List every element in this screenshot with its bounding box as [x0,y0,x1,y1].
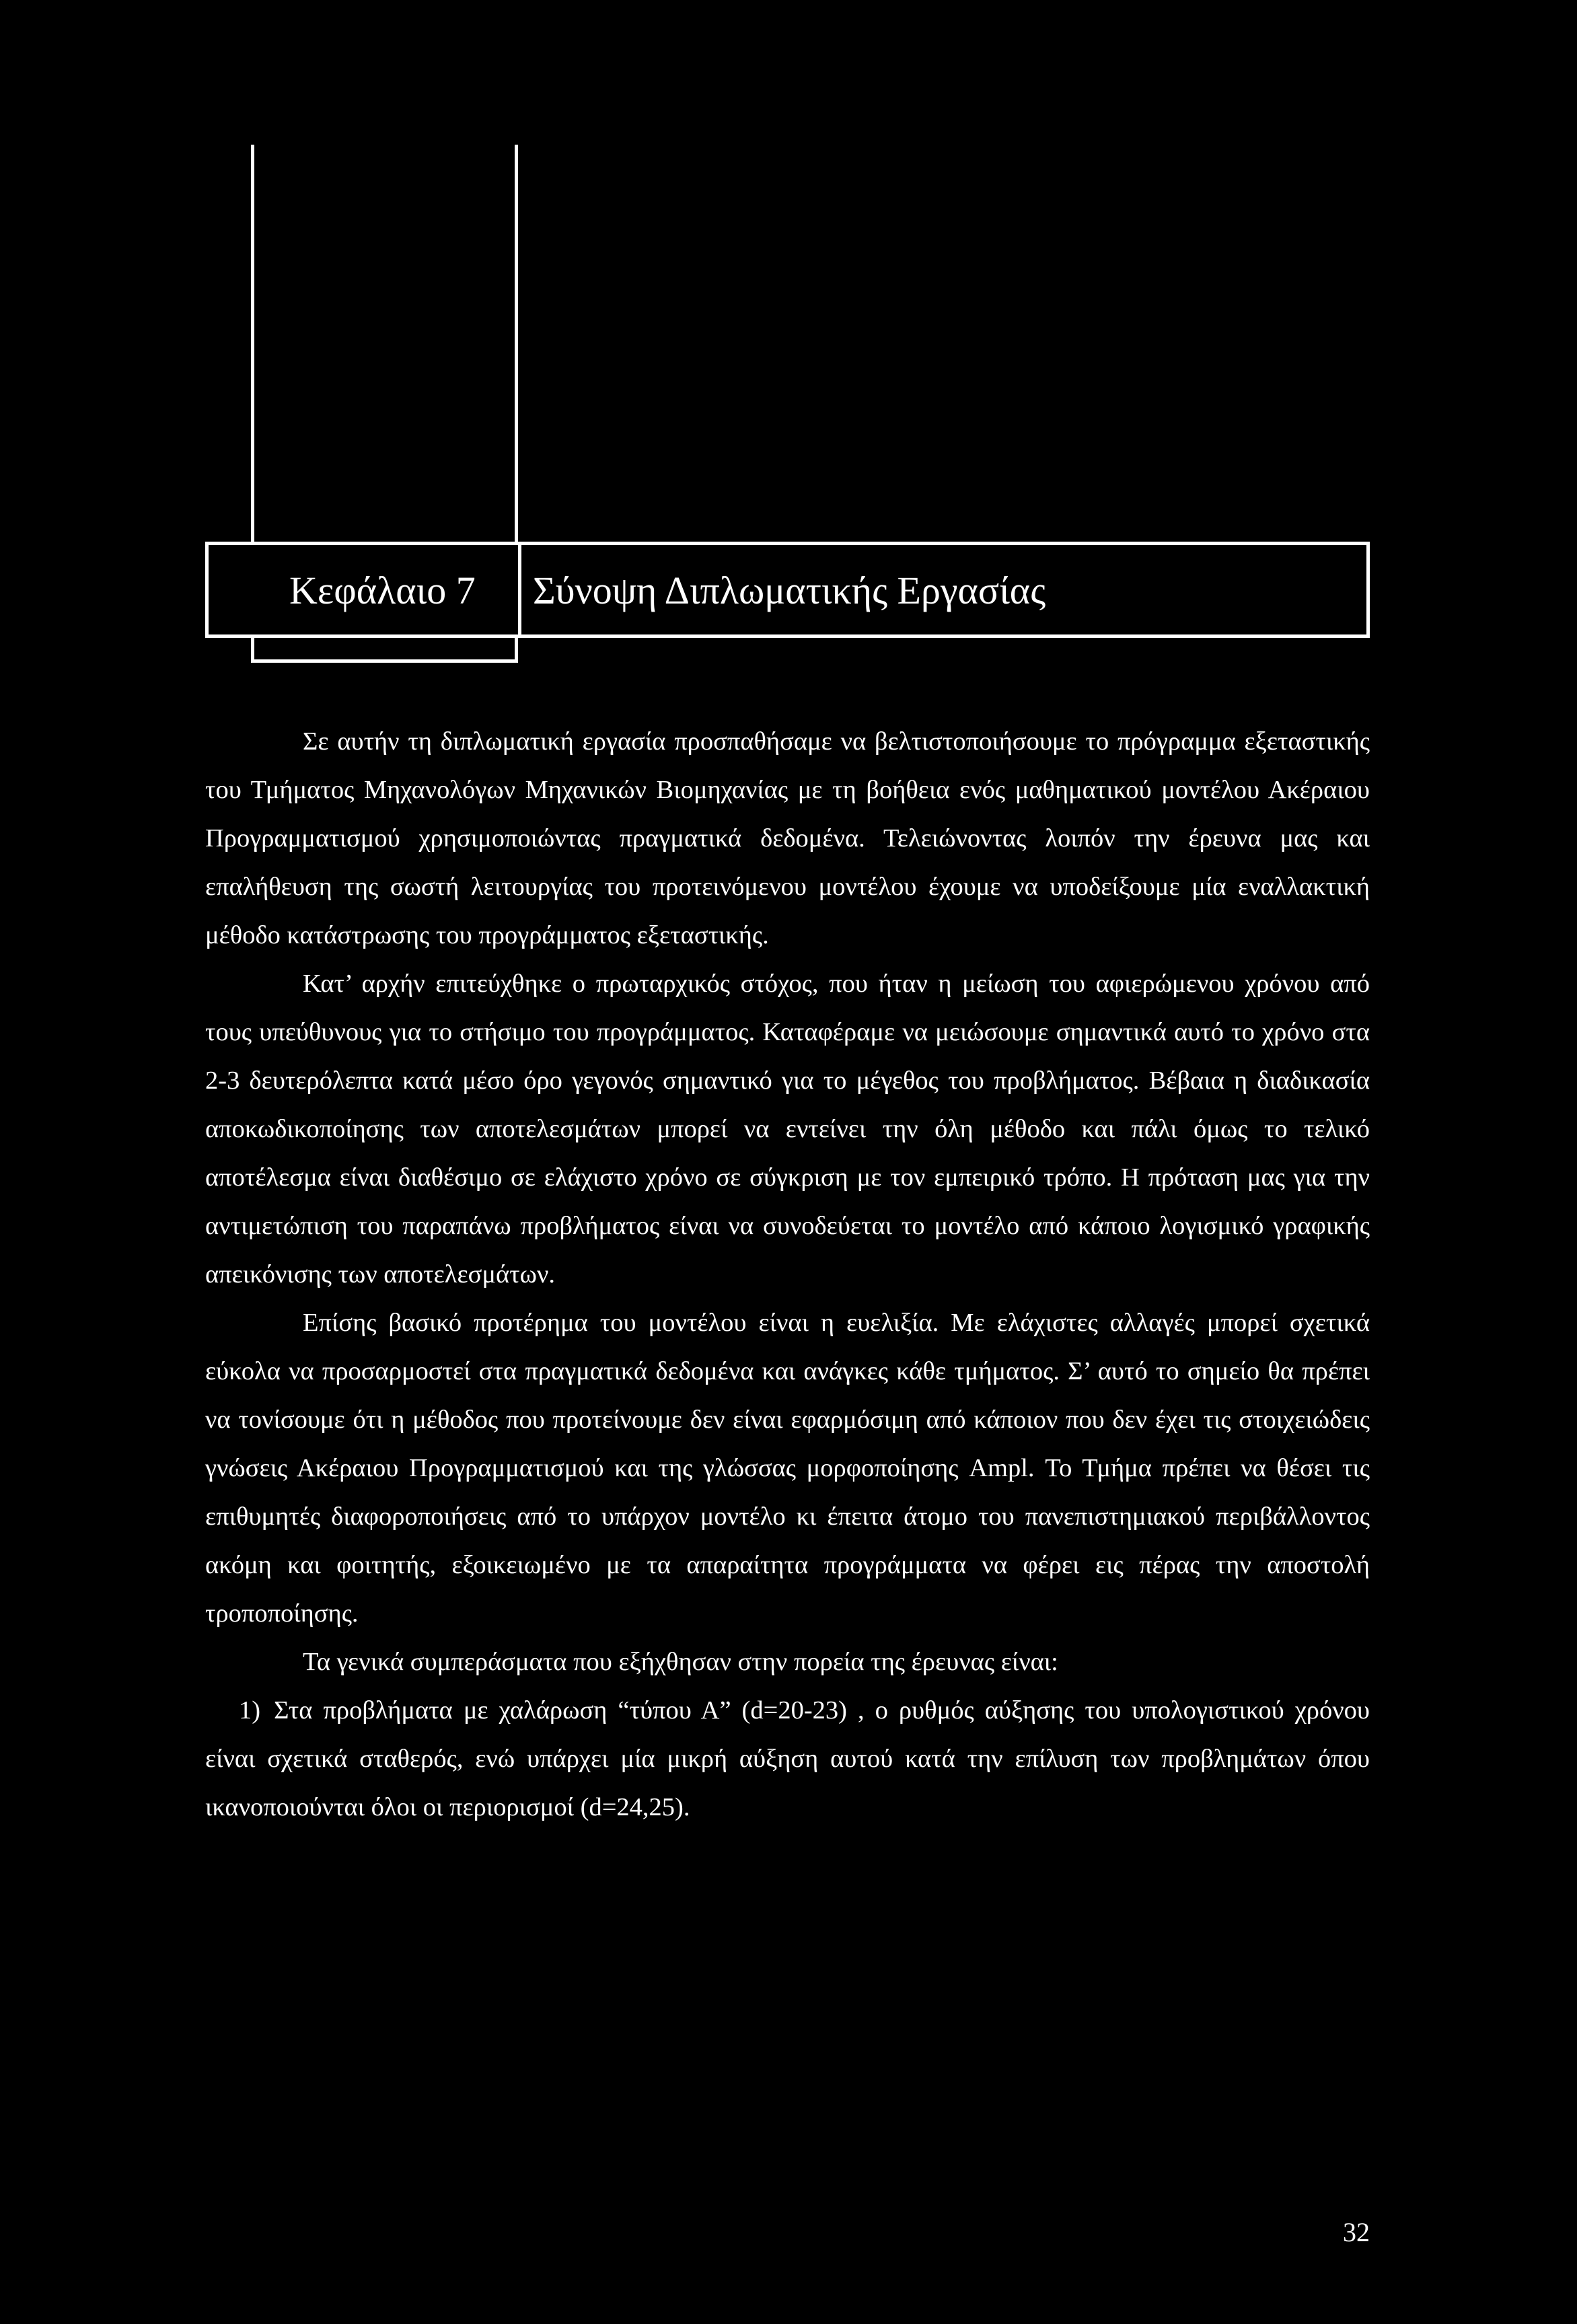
list-item-text: Στα προβλήματα με χαλάρωση “τύπου Α” (d=20-23) , ο ρυθμός αύξησης του υπολογιστικού χρόνου είναι σχετικά σταθερός, ενώ υπάρχει μία μικρή αύξηση αυτού κατά την επίλυση των προβλημάτων όπου ικανοποιούνται όλοι οι περιορισμοί (d=24,25). [205,1696,1370,1821]
chapter-title: Σύνοψη Διπλωματικής Εργασίας [533,569,1046,612]
list-item-number: 1) [239,1696,261,1724]
list-item [205,1686,1370,1831]
chapter-body [205,717,1370,1831]
paragraph: Επίσης βασικό προτέρημα του μοντέλου είναι η ευελιξία. Με ελάχιστες αλλαγές μπορεί σχετικά εύκολα να προσαρμοστεί στα πραγματικά δεδομένα και ανάγκες κάθε τμήματος. Σ’ αυτό το σημείο θα πρέπει να τονίσουμε ότι η μέθοδος που προτείνουμε δεν είναι εφαρμόσιμη από κάποιον που δεν έχει τις στοιχειώδεις γνώσεις Ακέραιου Προγραμματισμού και της γλώσσας μορφοποίησης Ampl. Το Τμήμα πρέπει να θέσει τις επιθυμητές διαφοροποιήσεις από το υπάρχον μοντέλο κι έπειτα άτομο του πανεπιστημιακού περιβάλλοντος ακόμη και φοιτητής, εξοικειωμένο με τα απαραίτητα προγράμματα να φέρει εις πέρας την αποστολή τροποποίησης. [205,1309,1370,1628]
chapter-heading [205,542,1370,638]
page-number: 32 [1343,2217,1370,2247]
paragraph: Τα γενικά συμπεράσματα που εξήχθησαν στην πορεία της έρευνας είναι: [303,1648,1058,1676]
decorative-rule-bottom [251,659,518,663]
chapter-number: Κεφάλαιο 7 [289,569,476,612]
paragraph: Κατ’ αρχήν επιτεύχθηκε ο πρωταρχικός στόχος, που ήταν η μείωση του αφιερώμενου χρόνου από τους υπεύθυνους για το στήσιμο του προγράμματος. Καταφέραμε να μειώσουμε σημαντικά αυτό το χρόνο στα 2-3 δευτερόλεπτα κατά μέσο όρο γεγονός σημαντικό για το μέγεθος του προβλήματος. Βέβαια η διαδικασία αποκωδικοποίησης των αποτελεσμάτων μπορεί να εντείνει την όλη μέθοδο και πάλι όμως το τελικό αποτέλεσμα είναι διαθέσιμο σε ελάχιστο χρόνο σε σύγκριση με τον εμπειρικό τρόπο. Η πρόταση μας για την αντιμετώπιση του παραπάνω προβλήματος είναι να συνοδεύεται το μοντέλο από κάποιο λογισμικό γραφικής απεικόνισης των αποτελεσμάτων. [205,970,1370,1288]
heading-divider [518,545,521,634]
conclusions-list [205,1686,1370,1831]
paragraph: Σε αυτήν τη διπλωματική εργασία προσπαθήσαμε να βελτιστοποιήσουμε το πρόγραμμα εξεταστικής του Τμήματος Μηχανολόγων Μηχανικών Βιομηχανίας με τη βοήθεια ενός μαθηματικού μοντέλου Ακέραιου Προγραμματισμού χρησιμοποιώντας πραγματικά δεδομένα. Τελειώνοντας λοιπόν την έρευνα μας και επαλήθευση της σωστή λειτουργίας του προτεινόμενου μοντέλου έχουμε να υποδείξουμε μία εναλλακτική μέθοδο κατάστρωσης του προγράμματος εξεταστικής. [205,727,1370,949]
